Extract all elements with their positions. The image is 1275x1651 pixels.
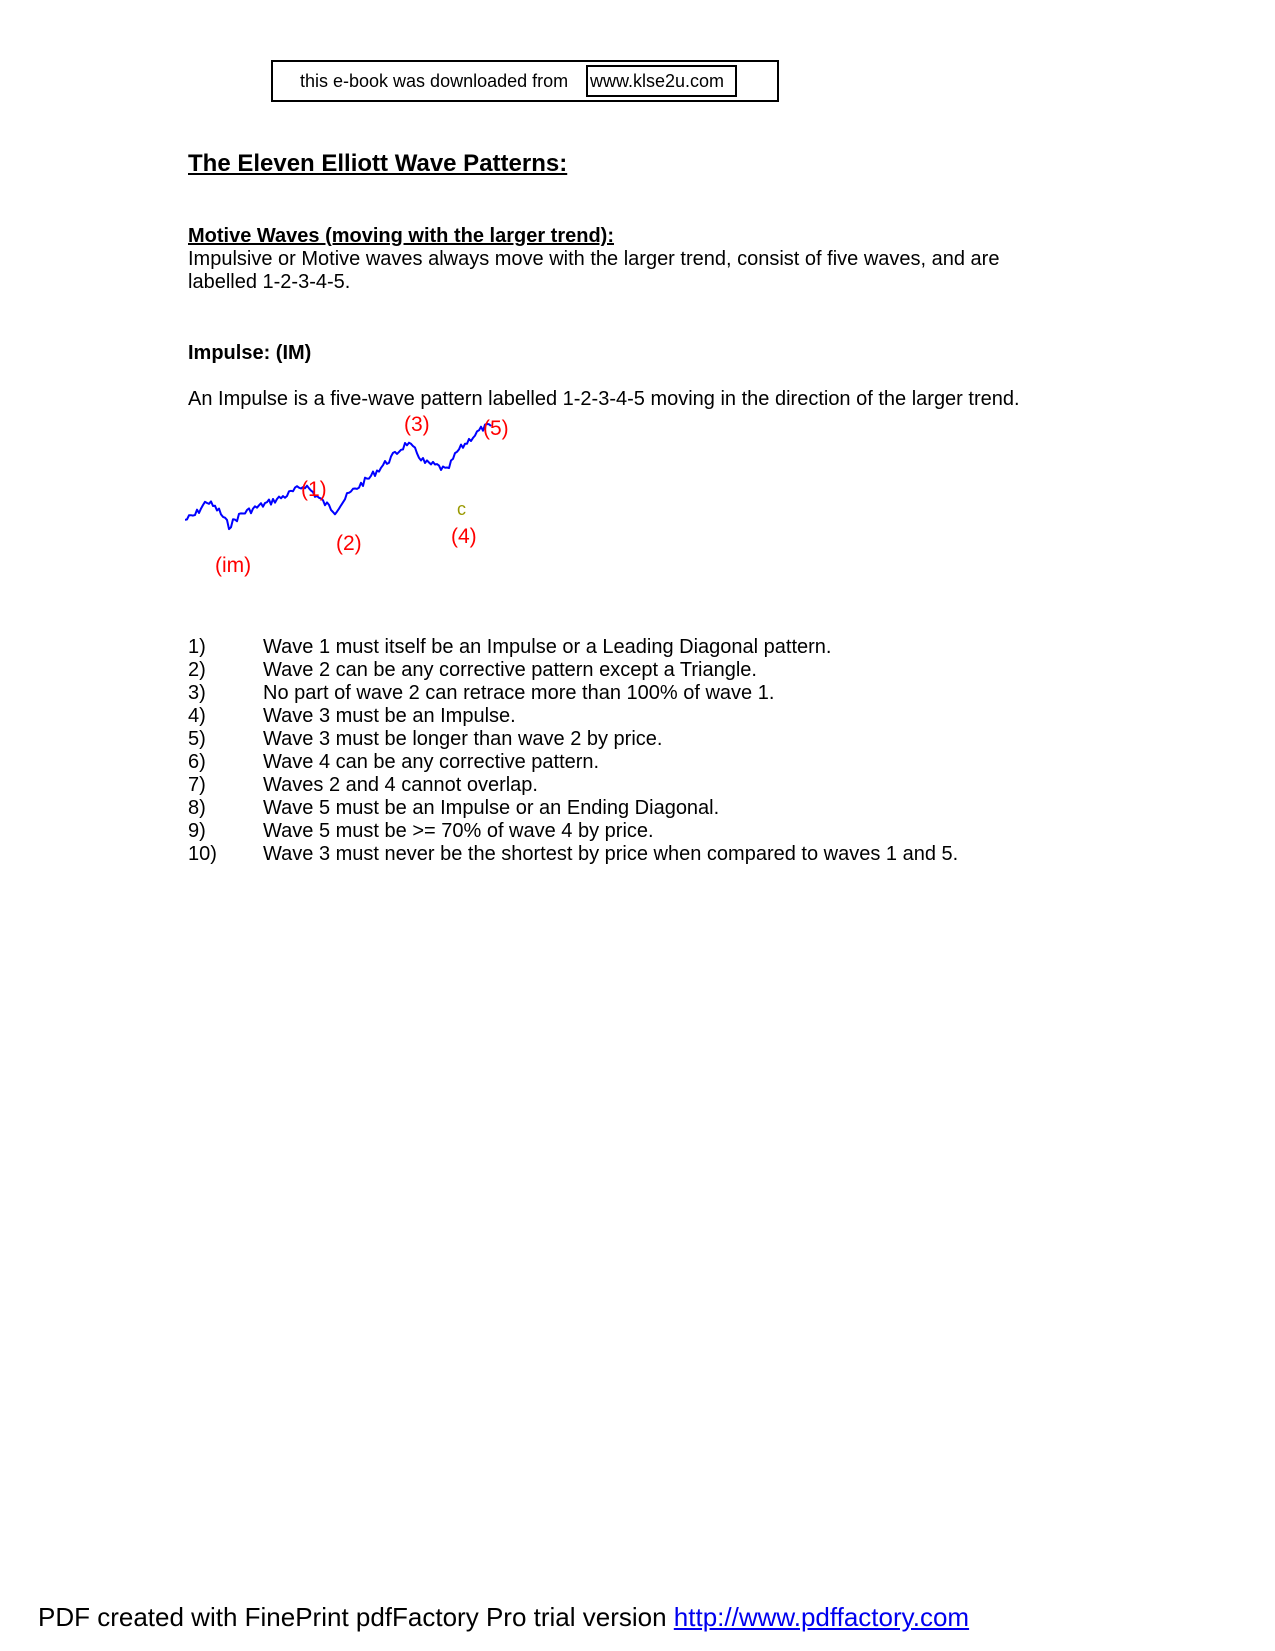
rule-number: 1) [188,636,206,658]
footer-text: PDF created with FinePrint pdfFactory Pro trial version [38,1602,667,1632]
rule-number: 5) [188,728,206,750]
pdf-footer [38,1602,969,1633]
impulse-description: An Impulse is a five-wave pattern labelled 1-2-3-4-5 moving in the direction of the larger trend. [188,388,1020,410]
rule-item [188,843,1088,866]
impulse-heading: Impulse: (IM) [188,342,312,364]
rule-text: Wave 3 must be longer than wave 2 by price. [263,728,663,750]
motive-waves-heading: Motive Waves (moving with the larger trend): [188,225,614,247]
rule-item [188,636,1088,659]
rule-item [188,751,1088,774]
rule-text: No part of wave 2 can retrace more than 100% of wave 1. [263,682,775,704]
rule-item [188,682,1088,705]
rules-list [188,636,1088,866]
label-wave-2: (2) [336,532,362,555]
rule-text: Wave 2 can be any corrective pattern except a Triangle. [263,659,757,681]
label-wave-1: (1) [301,478,327,501]
rule-number: 4) [188,705,206,727]
page-title: The Eleven Elliott Wave Patterns: [188,150,568,177]
download-banner [271,60,779,102]
impulse-wave-figure [185,408,525,588]
rule-text: Wave 1 must itself be an Impulse or a Leading Diagonal pattern. [263,636,832,658]
rule-number: 10) [188,843,217,865]
banner-text: this e-book was downloaded from [300,71,569,91]
label-wave-3: (3) [404,413,430,436]
footer-link[interactable]: http://www.pdffactory.com [673,1602,970,1632]
rule-text: Wave 5 must be an Impulse or an Ending Diagonal. [263,797,720,819]
rule-number: 6) [188,751,206,773]
label-wave-4: (4) [451,525,477,548]
label-im: (im) [215,554,252,577]
rule-number: 3) [188,682,206,704]
rule-text: Wave 4 can be any corrective pattern. [263,751,600,773]
rule-item [188,728,1088,751]
rule-item [188,820,1088,843]
rule-text: Wave 5 must be >= 70% of wave 4 by price. [263,820,654,842]
rule-item [188,705,1088,728]
motive-waves-body: Impulsive or Motive waves always move with the larger trend, consist of five waves, and are labelled 1-2-3-4-5. [188,248,1000,293]
rule-number: 7) [188,774,206,796]
rule-item [188,659,1088,682]
rule-item [188,774,1088,797]
rule-number: 2) [188,659,206,681]
rule-text: Wave 3 must be an Impulse. [263,705,516,727]
impulse-wave-line [185,424,491,529]
rule-item [188,797,1088,820]
label-wave-5: (5) [483,417,509,440]
rule-number: 8) [188,797,206,819]
rule-text: Waves 2 and 4 cannot overlap. [263,774,538,796]
label-c: c [457,499,466,519]
banner-link[interactable]: www.klse2u.com [586,65,737,97]
rule-number: 9) [188,820,206,842]
rule-text: Wave 3 must never be the shortest by price when compared to waves 1 and 5. [263,843,959,865]
